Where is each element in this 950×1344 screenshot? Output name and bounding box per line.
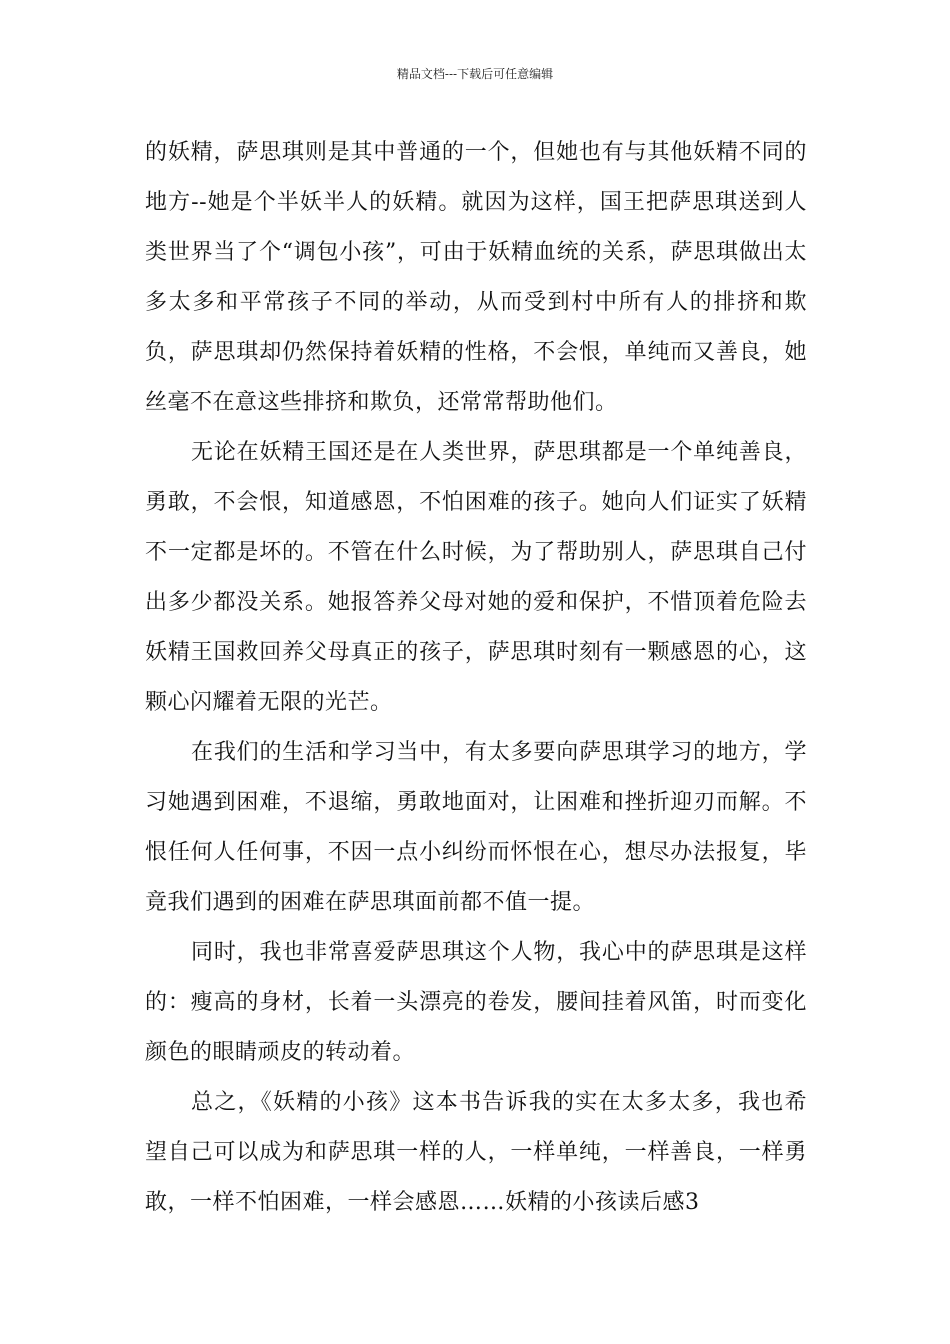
page-header: 精品文档---下载后可任意编辑 [396,67,554,81]
paragraph-5: 总之，《妖精的小孩》这本书告诉我的实在太多太多，我也希望自己可以成为和萨思琪一样的人，一样单纯，一样善良，一样勇敢，一样不怕困难，一样会感恩……妖精的小孩读后感3 [145,1090,807,1215]
paragraph-1: 的妖精，萨思琪则是其中普通的一个，但她也有与其他妖精不同的地方--她是个半妖半人的妖精。就因为这样，国王把萨思琪送到人类世界当了个“调包小孩”，可由于妖精血统的关系，萨思琪做出太多太多和平常孩子不同的举动，从而受到村中所有人的排挤和欺负，萨思琪却仍然保持着妖精的性格，不会恨，单纯而又善良，她丝毫不在意这些排挤和欺负，还常常帮助他们。 [145,140,807,415]
paragraph-4: 同时，我也非常喜爱萨思琪这个人物，我心中的萨思琪是这样的：瘦高的身材，长着一头漂亮的卷发，腰间挂着风笛，时而变化颜色的眼睛顽皮的转动着。 [145,940,807,1065]
paragraph-2: 无论在妖精王国还是在人类世界，萨思琪都是一个单纯善良，勇敢，不会恨，知道感恩，不怕困难的孩子。她向人们证实了妖精不一定都是坏的。不管在什么时候，为了帮助别人，萨思琪自己付出多少都没关系。她报答养父母对她的爱和保护，不惜顶着危险去妖精王国救回养父母真正的孩子，萨思琪时刻有一颗感恩的心，这颗心闪耀着无限的光芒。 [145,440,807,715]
paragraph-3: 在我们的生活和学习当中，有太多要向萨思琪学习的地方，学习她遇到困难，不退缩，勇敢地面对，让困难和挫折迎刃而解。不恨任何人任何事，不因一点小纠纷而怀恨在心，想尽办法报复，毕竟我们遇到的困难在萨思琪面前都不值一提。 [145,740,807,915]
document-body [145,128,807,1228]
